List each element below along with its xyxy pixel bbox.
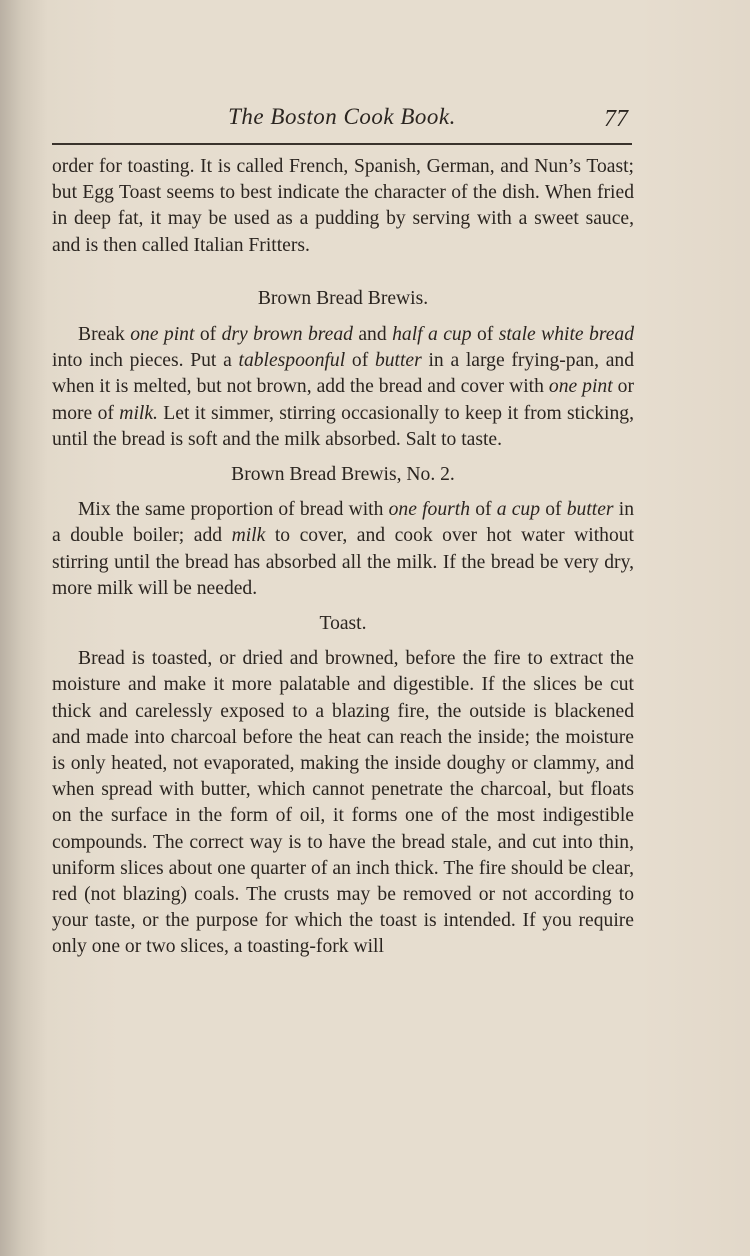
section-heading-brown-bread-brewis: Brown Bread Brewis.	[257, 287, 429, 309]
section-heading-brown-bread-brewis-no-2: Brown Bread Brewis, No. 2.	[231, 464, 455, 486]
page-content	[52, 154, 634, 961]
section-heading-toast: Toast.	[319, 613, 367, 635]
running-title: The Boston Cook Book.	[228, 104, 456, 129]
paragraph-continuation: order for toasting. It is called French, Spanish, German, and Nun’s Toast; but Egg Toast seems to best indicate the character of the dish. When fried in deep fat, it may be used as a pudding by serving with a sweet sauce, and is then called Italian Fritters.	[52, 156, 634, 256]
page-header	[52, 100, 632, 140]
paragraph-brown-bread-brewis: Break one pint of dry brown bread and half a cup of stale white bread into inch pieces. Put a tablespoonful of butter in a large frying-pan, and when it is melted, but not brown, add the bread and cover with one pint or more of milk. Let it simmer, stirring occasionally to keep it from sticking, until the bread is soft and the milk absorbed. Salt to taste.	[52, 324, 635, 450]
header-rule	[52, 143, 632, 145]
paragraph-toast: Bread is toasted, or dried and browned, before the fire to extract the moisture and make it more palatable and digestible. If the slices be cut thick and carelessly exposed to a blazing fire, the outside is blackened and made into charcoal before the heat can reach the inside; the moisture is only heated, not evaporated, making the inside doughy or clammy, and when spread with butter, which cannot penetrate the charcoal, but floats on the surface in the form of oil, it forms one of the most indigestible compounds. The correct way is to have the bread stale, and cut into thin, uniform slices about one quarter of an inch thick. The fire should be clear, red (not blazing) coals. The crusts may be removed or not according to your taste, or the purpose for which the toast is intended. If you require only one or two slices, a toasting-fork will	[52, 648, 634, 958]
page-number: 77	[604, 106, 628, 132]
paragraph-brown-bread-brewis-no-2: Mix the same proportion of bread with one fourth of a cup of butter in a double boiler; add milk to cover, and cook over hot water without stirring until the bread has absorbed all the milk. If the bread be very dry, more milk will be needed.	[52, 499, 635, 599]
